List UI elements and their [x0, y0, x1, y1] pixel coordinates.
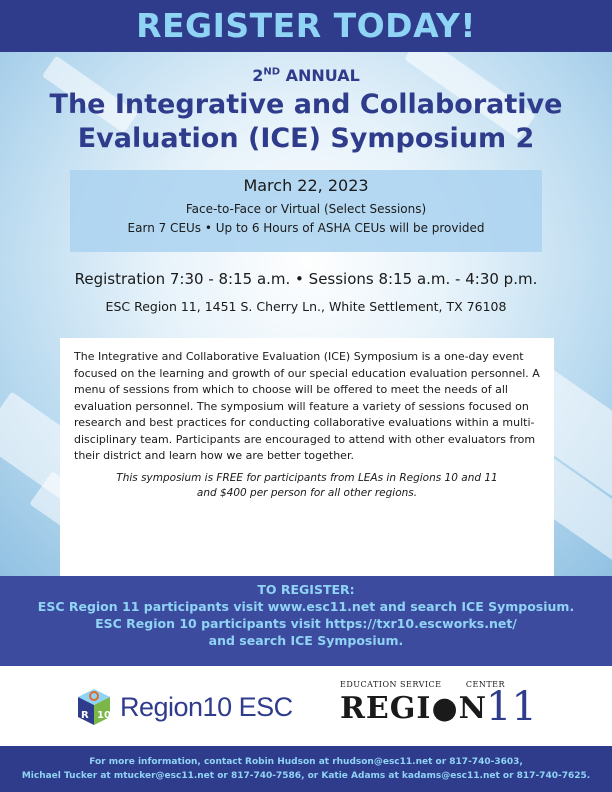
- logos-area: [0, 666, 612, 746]
- svg-text:10: 10: [97, 710, 111, 721]
- region10-cube-icon: [76, 687, 112, 727]
- event-date: March 22, 2023: [243, 176, 369, 195]
- footer-line-1: For more information, contact Robin Hudson at rhudson@esc11.net or 817-740-3603,: [89, 757, 523, 767]
- region10-logo: [76, 687, 293, 727]
- event-title: [0, 88, 612, 156]
- description-text: The Integrative and Collaborative Evaluation (ICE) Symposium is a one-day event focused on the learning and growth of our special education evaluation personnel. A menu of sessions from which to choose will be offered to meet the needs of all evaluation personnel. The symposium will feature a variety of sessions focused on research and best practices for conducting collaborative evaluations within a multi-disciplinary team. Participants are encouraged to attend with other evaluators from their district and learn how we are better together.: [74, 350, 540, 462]
- register-today-banner: REGISTER TODAY!: [0, 0, 612, 52]
- region11-number: 11: [486, 684, 537, 730]
- event-title-line2: Evaluation (ICE) Symposium 2: [77, 123, 535, 154]
- footer-line-2: Michael Tucker at mtucker@esc11.net or 817-740-7586, or Katie Adams at kadams@esc11.net or 817-740-7625.: [21, 771, 591, 781]
- description-box: [60, 338, 554, 576]
- annual-subtitle: 2ND ANNUAL: [252, 66, 360, 85]
- event-format: Face-to-Face or Virtual (Select Sessions): [185, 202, 427, 216]
- region11-word: REGI●N: [340, 691, 488, 726]
- register-region11[interactable]: ESC Region 11 participants visit www.esc11.net and search ICE Symposium.: [37, 599, 575, 614]
- ceu-info: Earn 7 CEUs • Up to 6 Hours of ASHA CEUs will be provided: [127, 221, 485, 235]
- event-title-line1: The Integrative and Collaborative: [49, 89, 563, 120]
- register-heading: TO REGISTER:: [257, 582, 355, 597]
- registration-info: [0, 576, 612, 666]
- svg-text:R: R: [81, 710, 89, 721]
- fee-line-2: and $400 per person for all other regions.: [196, 486, 418, 499]
- venue-address: ESC Region 11, 1451 S. Cherry Ln., White Settlement, TX 76108: [105, 299, 507, 314]
- fee-line-1: This symposium is FREE for participants from LEAs in Regions 10 and 11: [116, 471, 498, 484]
- fee-note: [74, 471, 540, 501]
- register-region10-cont: and search ICE Symposium.: [208, 633, 404, 648]
- region11-logo: [340, 680, 540, 736]
- contact-footer: [0, 746, 612, 792]
- region10-text: Region10 ESC: [120, 691, 293, 722]
- region11-tagline: EDUCATION SERVICE CENTER: [340, 680, 506, 689]
- schedule: Registration 7:30 - 8:15 a.m. • Sessions 8:15 a.m. - 4:30 p.m.: [74, 270, 538, 288]
- date-box: [70, 170, 542, 252]
- register-region10[interactable]: ESC Region 10 participants visit https://txr10.escworks.net/: [95, 616, 517, 631]
